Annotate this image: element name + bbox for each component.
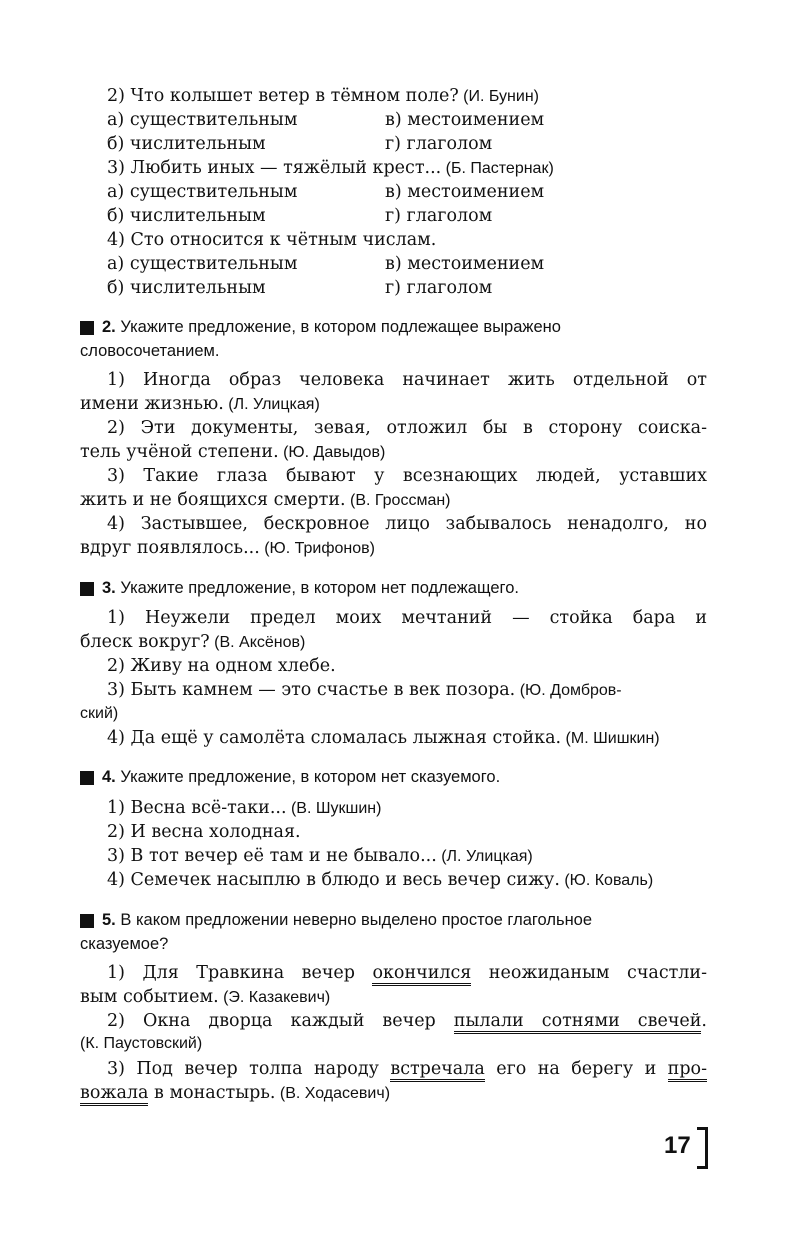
- task-2-item-4: 4) Застывшее, бескровное лицо забывалось ненадолго, но: [107, 514, 707, 534]
- task-5-item-3-cont: вожала в монастырь. (В. Ходасевич): [80, 1083, 390, 1103]
- option-g: г) глаголом: [385, 278, 493, 298]
- option-v: в) местоимением: [385, 110, 545, 130]
- option-a: а) существительным: [107, 254, 298, 274]
- task-2-item-4-cont: вдруг появлялось... (Ю. Трифонов): [80, 538, 375, 558]
- underlined-predicate: пылали сотнями свечей: [454, 1011, 702, 1034]
- task-3-item-3-cont: ский): [80, 705, 119, 722]
- task-4-item-2: 2) И весна холодная.: [107, 822, 301, 842]
- underlined-predicate: встречала: [390, 1059, 484, 1082]
- task-2-item-2-cont: тель учёной степени. (Ю. Давыдов): [80, 442, 386, 462]
- task-5-item-2-cont: (К. Паустовский): [80, 1035, 203, 1052]
- task-4-prompt: 4. Укажите предложение, в котором нет сказуемого.: [102, 768, 501, 786]
- task-2-prompt-cont: словосочетанием.: [80, 342, 220, 360]
- task-4-item-1: 1) Весна всё-таки... (В. Шукшин): [107, 798, 382, 818]
- task-5-item-1: 1) Для Травкина вечер окончился неожиданым счастли-: [107, 963, 707, 983]
- task-2-item-1: 1) Иногда образ человека начинает жить отдельной от: [107, 370, 707, 390]
- task-3-item-2: 2) Живу на одном хлебе.: [107, 656, 336, 676]
- task-2-item-3: 3) Такие глаза бывают у всезнающих людей, уставших: [107, 466, 707, 486]
- task-2-item-3-cont: жить и не боящихся смерти. (В. Гроссман): [80, 490, 451, 510]
- task-5-item-2: 2) Окна дворца каждый вечер пылали сотнями свечей.: [107, 1011, 707, 1031]
- task-2-item-1-cont: имени жизнью. (Л. Улицкая): [80, 394, 320, 414]
- option-g: г) глаголом: [385, 206, 493, 226]
- task-4-item-4: 4) Семечек насыплю в блюдо и весь вечер сижу. (Ю. Коваль): [107, 870, 654, 890]
- option-v: в) местоимением: [385, 182, 545, 202]
- option-b: б) числительным: [107, 206, 266, 226]
- question-2-line: 2) Что колышет ветер в тёмном поле? (И. Бунин): [107, 86, 539, 106]
- option-a: а) существительным: [107, 182, 298, 202]
- page-number: 17: [664, 1132, 691, 1159]
- task-3-item-1-cont: блеск вокруг? (В. Аксёнов): [80, 632, 306, 652]
- option-v: в) местоимением: [385, 254, 545, 274]
- task-3-item-3: 3) Быть камнем — это счастье в век позора. (Ю. Домбров-: [107, 680, 622, 700]
- task-5-prompt-cont: сказуемое?: [80, 935, 169, 953]
- underlined-predicate: про-: [668, 1059, 707, 1082]
- question-4-line: 4) Сто относится к чётным числам.: [107, 230, 437, 250]
- task-3-item-1: 1) Неужели предел моих мечтаний — стойка бара и: [107, 608, 707, 628]
- option-g: г) глаголом: [385, 134, 493, 154]
- task-5-item-3: 3) Под вечер толпа народу встречала его на берегу и про-: [107, 1059, 707, 1079]
- option-b: б) числительным: [107, 134, 266, 154]
- option-a: а) существительным: [107, 110, 298, 130]
- task-2-item-2: 2) Эти документы, зевая, отложил бы в сторону соиска-: [107, 418, 707, 438]
- task-5-prompt: 5. В каком предложении неверно выделено простое глагольное: [102, 911, 593, 929]
- option-b: б) числительным: [107, 278, 266, 298]
- task-4-item-3: 3) В тот вечер её там и не бывало... (Л. Улицкая): [107, 846, 533, 866]
- underlined-predicate: вожала: [80, 1083, 148, 1106]
- page-number-bracket: [697, 1127, 708, 1169]
- task-3-prompt: 3. Укажите предложение, в котором нет подлежащего.: [102, 579, 519, 597]
- underlined-predicate: окончился: [372, 963, 471, 986]
- task-3-item-4: 4) Да ещё у самолёта сломалась лыжная стойка. (М. Шишкин): [107, 728, 660, 748]
- task-5-item-1-cont: вым событием. (Э. Казакевич): [80, 987, 331, 1007]
- task-2-prompt: 2. Укажите предложение, в котором подлежащее выражено: [102, 318, 561, 336]
- question-3-line: 3) Любить иных — тяжёлый крест... (Б. Пастернак): [107, 158, 554, 178]
